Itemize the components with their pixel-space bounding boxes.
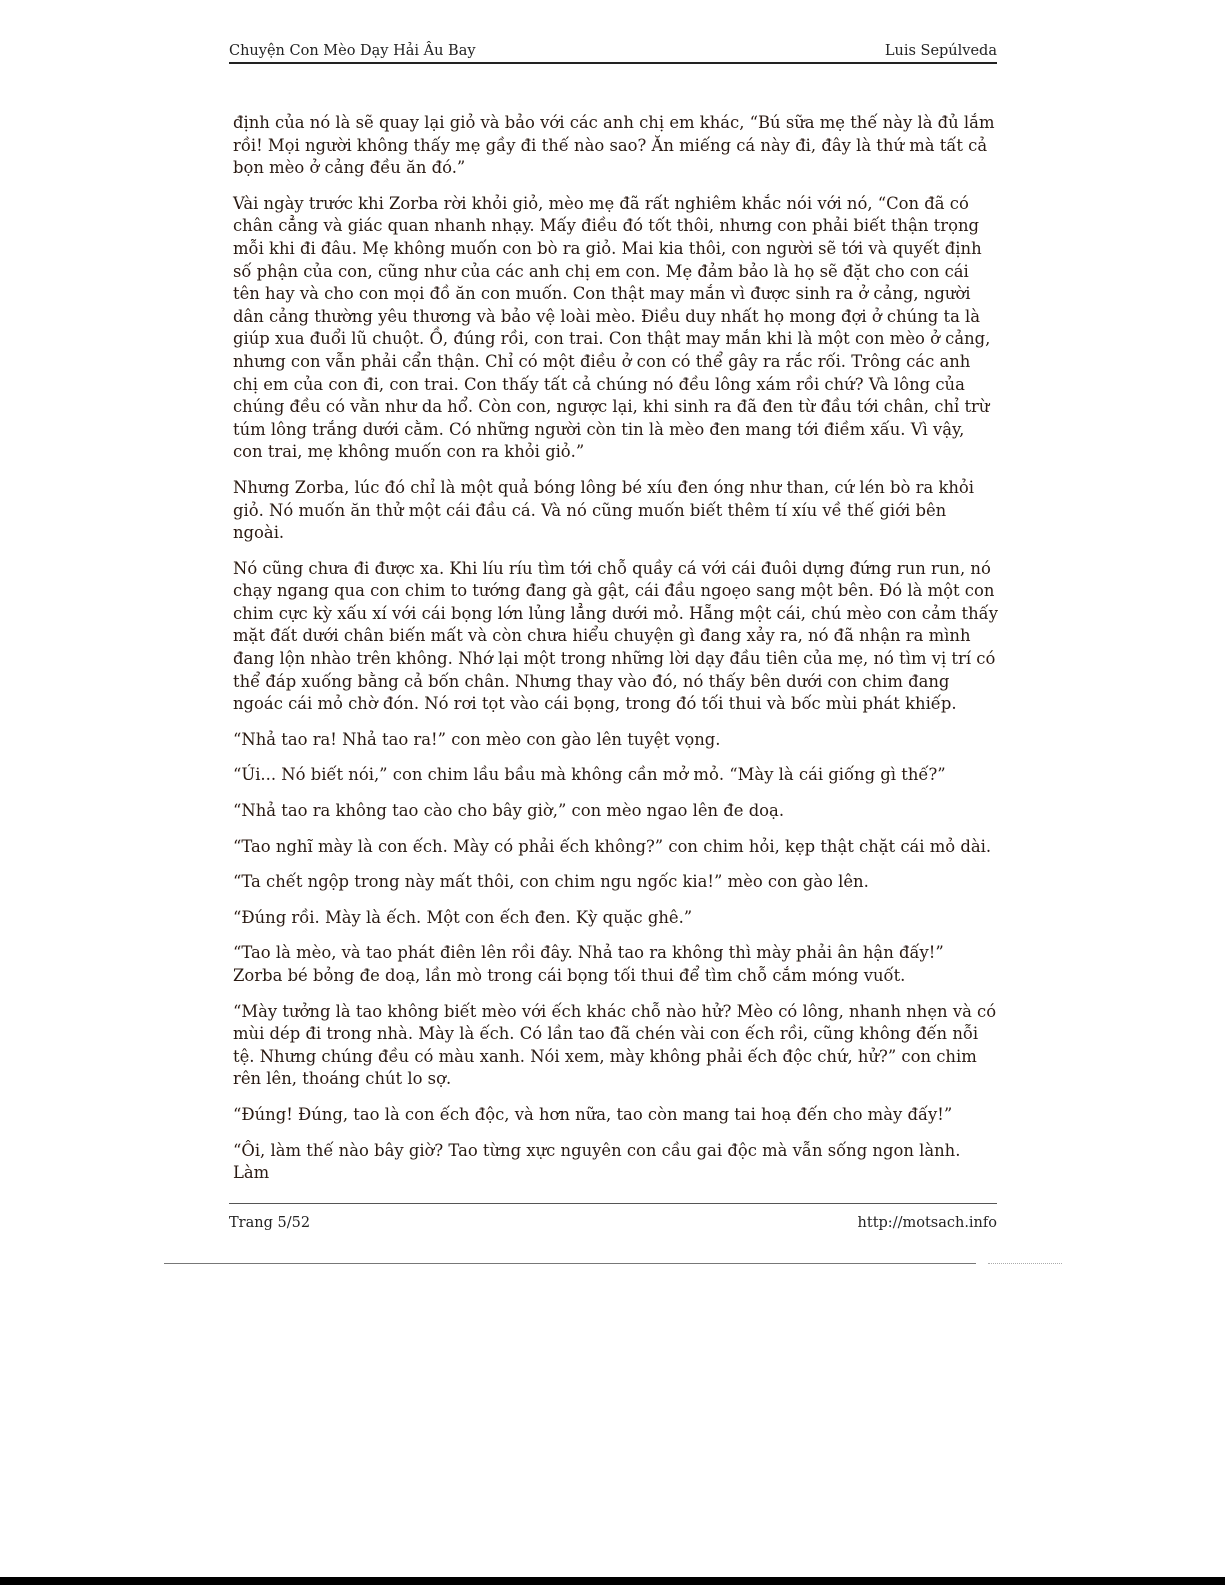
- page-bottom-edge-tail: [988, 1263, 1062, 1264]
- author-name: Luis Sepúlveda: [884, 43, 997, 59]
- bottom-border: [0, 1577, 1225, 1585]
- page-bottom-edge: [164, 1263, 976, 1264]
- body-text: [233, 112, 998, 1198]
- paragraph: Nhưng Zorba, lúc đó chỉ là một quả bóng lông bé xíu đen óng như than, cứ lén bò ra khỏi giỏ. Nó muốn ăn thử một cái đầu cá. Và nó cũng muốn biết thêm tí xíu về thế giới bên ngoài.: [233, 477, 975, 543]
- page-footer: [229, 1215, 997, 1231]
- paragraph: “Đúng rồi. Mày là ếch. Một con ếch đen. Kỳ quặc ghê.”: [233, 907, 693, 927]
- page-number: Trang 5/52: [229, 1215, 311, 1231]
- page-header: [229, 38, 997, 64]
- paragraph: “Nhả tao ra! Nhả tao ra!” con mèo con gào lên tuyệt vọng.: [233, 729, 721, 749]
- paragraph: “Ta chết ngộp trong này mất thôi, con chim ngu ngốc kia!” mèo con gào lên.: [233, 872, 869, 892]
- footer-divider: [229, 1203, 997, 1204]
- paragraph: định của nó là sẽ quay lại giỏ và bảo với các anh chị em khác, “Bú sữa mẹ thế này là đủ lắm rồi! Mọi người không thấy mẹ gầy đi thế nào sao? Ăn miếng cá này đi, đây là thứ mà tất cả bọn mèo ở cảng đều ăn đó.”: [233, 113, 995, 178]
- paragraph: Nó cũng chưa đi được xa. Khi líu ríu tìm tới chỗ quầy cá với cái đuôi dựng đứng run run, nó chạy ngang qua con chim to tướng đang gà gật, cái đầu ngoẹo sang một bên. Đó là một con chim cực kỳ xấu xí với cái bọng lớn lủng lẳng dưới mỏ. Hẵng một cái, chú mèo con cảm thấy mặt đất dưới chân biến mất và còn chưa hiểu chuyện gì đang xảy ra, nó đã nhận ra mình đang lộn nhào trên không. Nhớ lại một trong những lời dạy đầu tiên của mẹ, nó tìm vị trí có thể đáp xuống bằng cả bốn chân. Nhưng thay vào đó, nó thấy bên dưới con chim đang ngoác cái mỏ chờ đón. Nó rơi tọt vào cái bọng, trong đó tối thui và bốc mùi phát khiếp.: [233, 558, 998, 714]
- paragraph: “Mày tưởng là tao không biết mèo với ếch khác chỗ nào hử? Mèo có lông, nhanh nhẹn và có mùi dép đi trong nhà. Mày là ếch. Có lần tao đã chén vài con ếch rồi, cũng không đến nỗi tệ. Nhưng chúng đều có màu xanh. Nói xem, mày không phải ếch độc chứ, hử?” con chim rên lên, thoáng chút lo sợ.: [233, 1001, 997, 1089]
- paragraph: “Úi... Nó biết nói,” con chim lầu bầu mà không cần mở mỏ. “Mày là cái giống gì thế?”: [233, 765, 946, 785]
- paragraph: “Nhả tao ra không tao cào cho bây giờ,” con mèo ngao lên đe doạ.: [233, 801, 785, 821]
- paragraph: “Tao nghĩ mày là con ếch. Mày có phải ếch không?” con chim hỏi, kẹp thật chặt cái mỏ dài.: [233, 836, 992, 856]
- paragraph: “Tao là mèo, và tao phát điên lên rồi đây. Nhả tao ra không thì mày phải ân hận đấy!” Zorba bé bỏng đe doạ, lần mò trong cái bọng tối thui để tìm chỗ cắm móng vuốt.: [233, 943, 944, 985]
- site-link[interactable]: http://motsach.info: [857, 1215, 997, 1231]
- paragraph: “Đúng! Đúng, tao là con ếch độc, và hơn nữa, tao còn mang tai hoạ đến cho mày đấy!”: [233, 1104, 953, 1124]
- book-title: Chuyện Con Mèo Dạy Hải Âu Bay: [229, 43, 476, 59]
- paragraph: “Ôi, làm thế nào bây giờ? Tao từng xực nguyên con cầu gai độc mà vẫn sống ngon lành. Làm: [233, 1140, 961, 1183]
- paragraph: Vài ngày trước khi Zorba rời khỏi giỏ, mèo mẹ đã rất nghiêm khắc nói với nó, “Con đã có chân cẳng và giác quan nhanh nhạy. Mấy điều đó tốt thôi, nhưng con phải biết thận trọng mỗi khi đi đâu. Mẹ không muốn con bò ra giỏ. Mai kia thôi, con người sẽ tới và quyết định số phận của con, cũng như của các anh chị em con. Mẹ đảm bảo là họ sẽ đặt cho con cái tên hay và cho con mọi đồ ăn con muốn. Con thật may mắn vì được sinh ra ở cảng, người dân cảng thường yêu thương và bảo vệ loài mèo. Điều duy nhất họ mong đợi ở chúng ta là giúp xua đuổi lũ chuột. Ồ, đúng rồi, con trai. Con thật may mắn khi là một con mèo ở cảng, nhưng con vẫn phải cẩn thận. Chỉ có một điều ở con có thể gây ra rắc rối. Trông các anh chị em của con đi, con trai. Con thấy tất cả chúng nó đều lông xám rồi chứ? Và lông của chúng đều có vằn như da hổ. Còn con, ngược lại, khi sinh ra đã đen từ đầu tới chân, chỉ trừ túm lông trắng dưới cằm. Có những người còn tin là mèo đen mang tới điềm xấu. Vì vậy, con trai, mẹ không muốn con ra khỏi giỏ.”: [233, 193, 991, 462]
